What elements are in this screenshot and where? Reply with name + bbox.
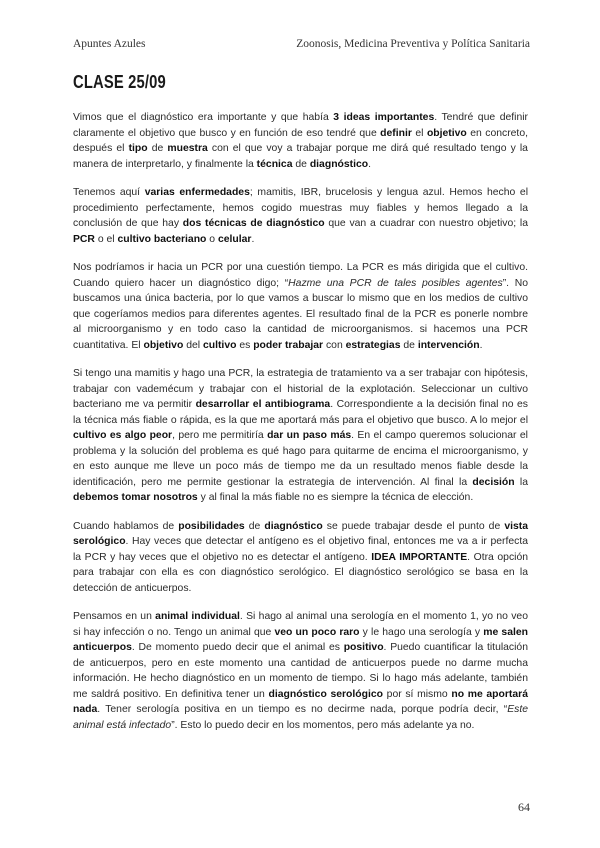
text-run: . Otra opción para trabajar con ella es con diagnóstico serológico. El diagnóstico serológico se basa en la detección de anticuerpos.: [73, 551, 529, 594]
page-number: 64: [518, 800, 530, 814]
bold-text: veo un poco raro: [274, 626, 360, 638]
bold-text: diagnóstico serológico: [268, 688, 383, 700]
paragraph-5: [73, 519, 528, 597]
page-header: [73, 38, 530, 54]
bold-text: poder trabajar: [253, 339, 324, 351]
text-run: se puede trabajar desde el punto de: [322, 520, 505, 532]
text-run: .: [479, 339, 483, 351]
paragraph-6: [73, 609, 528, 733]
bold-text: diagnóstico: [264, 520, 323, 532]
bold-text: objetivo: [426, 127, 467, 139]
text-run: . Hay veces que detectar el antígeno es el objetivo final, entonces me va a ir perfecta la PCR y hay veces que el objetivo no es detectar el antígeno.: [73, 536, 528, 563]
text-run: Vimos que el diagnóstico era importante y que había: [73, 112, 334, 123]
text-run: la: [514, 476, 528, 488]
bold-text: estrategias: [345, 339, 401, 351]
text-run: con: [323, 339, 346, 351]
bold-text: objetivo: [143, 339, 184, 351]
text-run: . Tendré que definir claramente el objetivo que busco y en función de eso tendré que: [73, 112, 528, 139]
text-run: el: [411, 127, 427, 139]
text-run: ”. No buscamos una única bacteria, por lo que vamos a buscar lo mismo que en los medios de cultivo que cogeríamos medios para diferentes agentes. El resultado final de la PCR es ponerle nombre al microorganismo y en todo caso la cantidad de microorganismos. si hacemos una PCR cuantitativa. El: [73, 277, 528, 351]
text-run: de: [292, 158, 310, 170]
document-body: [73, 110, 528, 746]
text-run: por sí mismo: [383, 688, 452, 700]
text-run: . Correspondiente a la decisión final no es la técnica más fiable o rápida, es la que me aportará más para el objetivo que busco. A lo mejor el: [73, 399, 528, 426]
text-run: de: [244, 520, 265, 532]
bold-text: intervención: [417, 339, 480, 351]
bold-text: no me aportará nada: [73, 688, 528, 715]
text-run: y le hago una serología y: [359, 626, 484, 638]
text-run: Tenemos aquí: [73, 187, 145, 198]
bold-text: desarrollar el antibiograma: [195, 399, 331, 410]
paragraph-3: [73, 260, 528, 353]
text-run: . Si hago al animal una serología en el momento 1, yo no veo si hay infección o no. Tengo un animal que: [73, 611, 528, 638]
text-run: con el que voy a trabajar porque me dirá qué resultado tengo y la manera de interpretarlo, y finalmente la: [73, 143, 528, 170]
bold-text: dar un paso más: [267, 430, 352, 441]
paragraph-4: [73, 366, 528, 506]
bold-text: animal individual: [155, 611, 240, 622]
bold-text: celular: [217, 233, 252, 245]
bold-text: decisión: [472, 476, 515, 488]
text-run: ; mamitis, IBR, brucelosis y lengua azul. Hemos hecho el procedimiento perfectamente, hemos cogido muestras muy fiables y hemos llegado a la conclusión de que hay: [73, 187, 528, 229]
bold-text: posibilidades: [178, 520, 245, 532]
text-run: es: [236, 339, 254, 351]
italic-text: Este animal está infectado: [73, 704, 528, 731]
bold-text: vista serológico: [73, 520, 529, 547]
bold-text: muestra: [167, 143, 208, 154]
text-run: o: [206, 233, 218, 245]
text-run: Cuando hablamos de: [73, 520, 179, 532]
paragraph-2: [73, 185, 528, 247]
text-run: del: [183, 339, 203, 351]
text-run: y al final la más fiable no es siempre la técnica de elección.: [197, 492, 474, 503]
bold-text: diagnóstico: [309, 158, 369, 170]
bold-text: cultivo bacteriano: [117, 233, 207, 245]
text-run: .: [368, 158, 372, 170]
text-run: .: [251, 233, 255, 245]
text-run: Pensamos en un: [73, 611, 156, 622]
text-run: de: [147, 143, 168, 154]
bold-text: 3 ideas importantes: [333, 112, 435, 123]
text-run: en concreto, después el: [73, 127, 528, 154]
bold-text: me salen anticuerpos: [73, 626, 528, 653]
bold-text: dos técnicas de diagnóstico: [182, 218, 325, 229]
text-run: de: [400, 339, 418, 351]
bold-text: PCR: [73, 233, 95, 245]
text-run: . En el campo queremos solucionar el problema y la solución del problema es qué hago para quitarme de encima el microorganismo, y en esto aunque me lleve un poco más de tiempo me da un resultado menos fiable desde la identificación, pero me permite gestionar la estrategia de intervención. Al final la: [73, 430, 528, 488]
text-run: . De momento puedo decir que el animal es: [131, 642, 344, 653]
text-run: Nos podríamos ir hacia un PCR por una cuestión tiempo. La PCR es más dirigida que el cultivo. Cuando quiero hacer un diagnóstico digo; “: [73, 262, 528, 289]
text-run: , pero me permitiría: [172, 430, 268, 441]
bold-text: cultivo es algo peor: [73, 430, 173, 441]
bold-text: IDEA IMPORTANTE: [371, 551, 468, 563]
bold-text: varias enfermedades: [144, 187, 250, 198]
italic-text: Hazme una PCR de tales posibles agentes: [288, 277, 503, 289]
bold-text: tipo: [128, 143, 148, 154]
header-left-title: Apuntes Azules: [73, 38, 146, 50]
text-run: ”. Esto lo puedo decir en los momentos, pero más adelante ya no.: [171, 719, 475, 731]
bold-text: técnica: [256, 158, 293, 170]
header-right-subject: Zoonosis, Medicina Preventiva y Política Sanitaria: [296, 38, 530, 50]
bold-text: cultivo: [202, 339, 237, 351]
text-run: o el: [94, 233, 118, 245]
paragraph-1: [73, 110, 528, 172]
text-run: . Tener serología positiva en un tiempo es no decirme nada, porque podría decir, “: [97, 704, 508, 715]
bold-text: positivo: [343, 642, 384, 653]
bold-text: debemos tomar nosotros: [73, 492, 198, 503]
text-run: Si tengo una mamitis y hago una PCR, la estrategia de tratamiento va a ser trabajar con hipótesis, trabajar con vademécum y trabajar con el historial de la explotación. Seleccionar un cultivo bacteriano me va permitir: [73, 368, 528, 410]
text-run: . Puedo cuantificar la titulación de anticuerpos, pero en este momento una cantidad de anticuerpos puede no darme mucha información. He hecho diagnóstico en un momento de tiempo. Si lo hago más adelante, también me saldrá positivo. En definitiva tener un: [73, 642, 528, 700]
section-title: CLASE 25/09: [73, 72, 166, 92]
text-run: que van a cuadrar con nuestro objetivo; la: [324, 218, 528, 229]
bold-text: definir: [380, 127, 412, 139]
